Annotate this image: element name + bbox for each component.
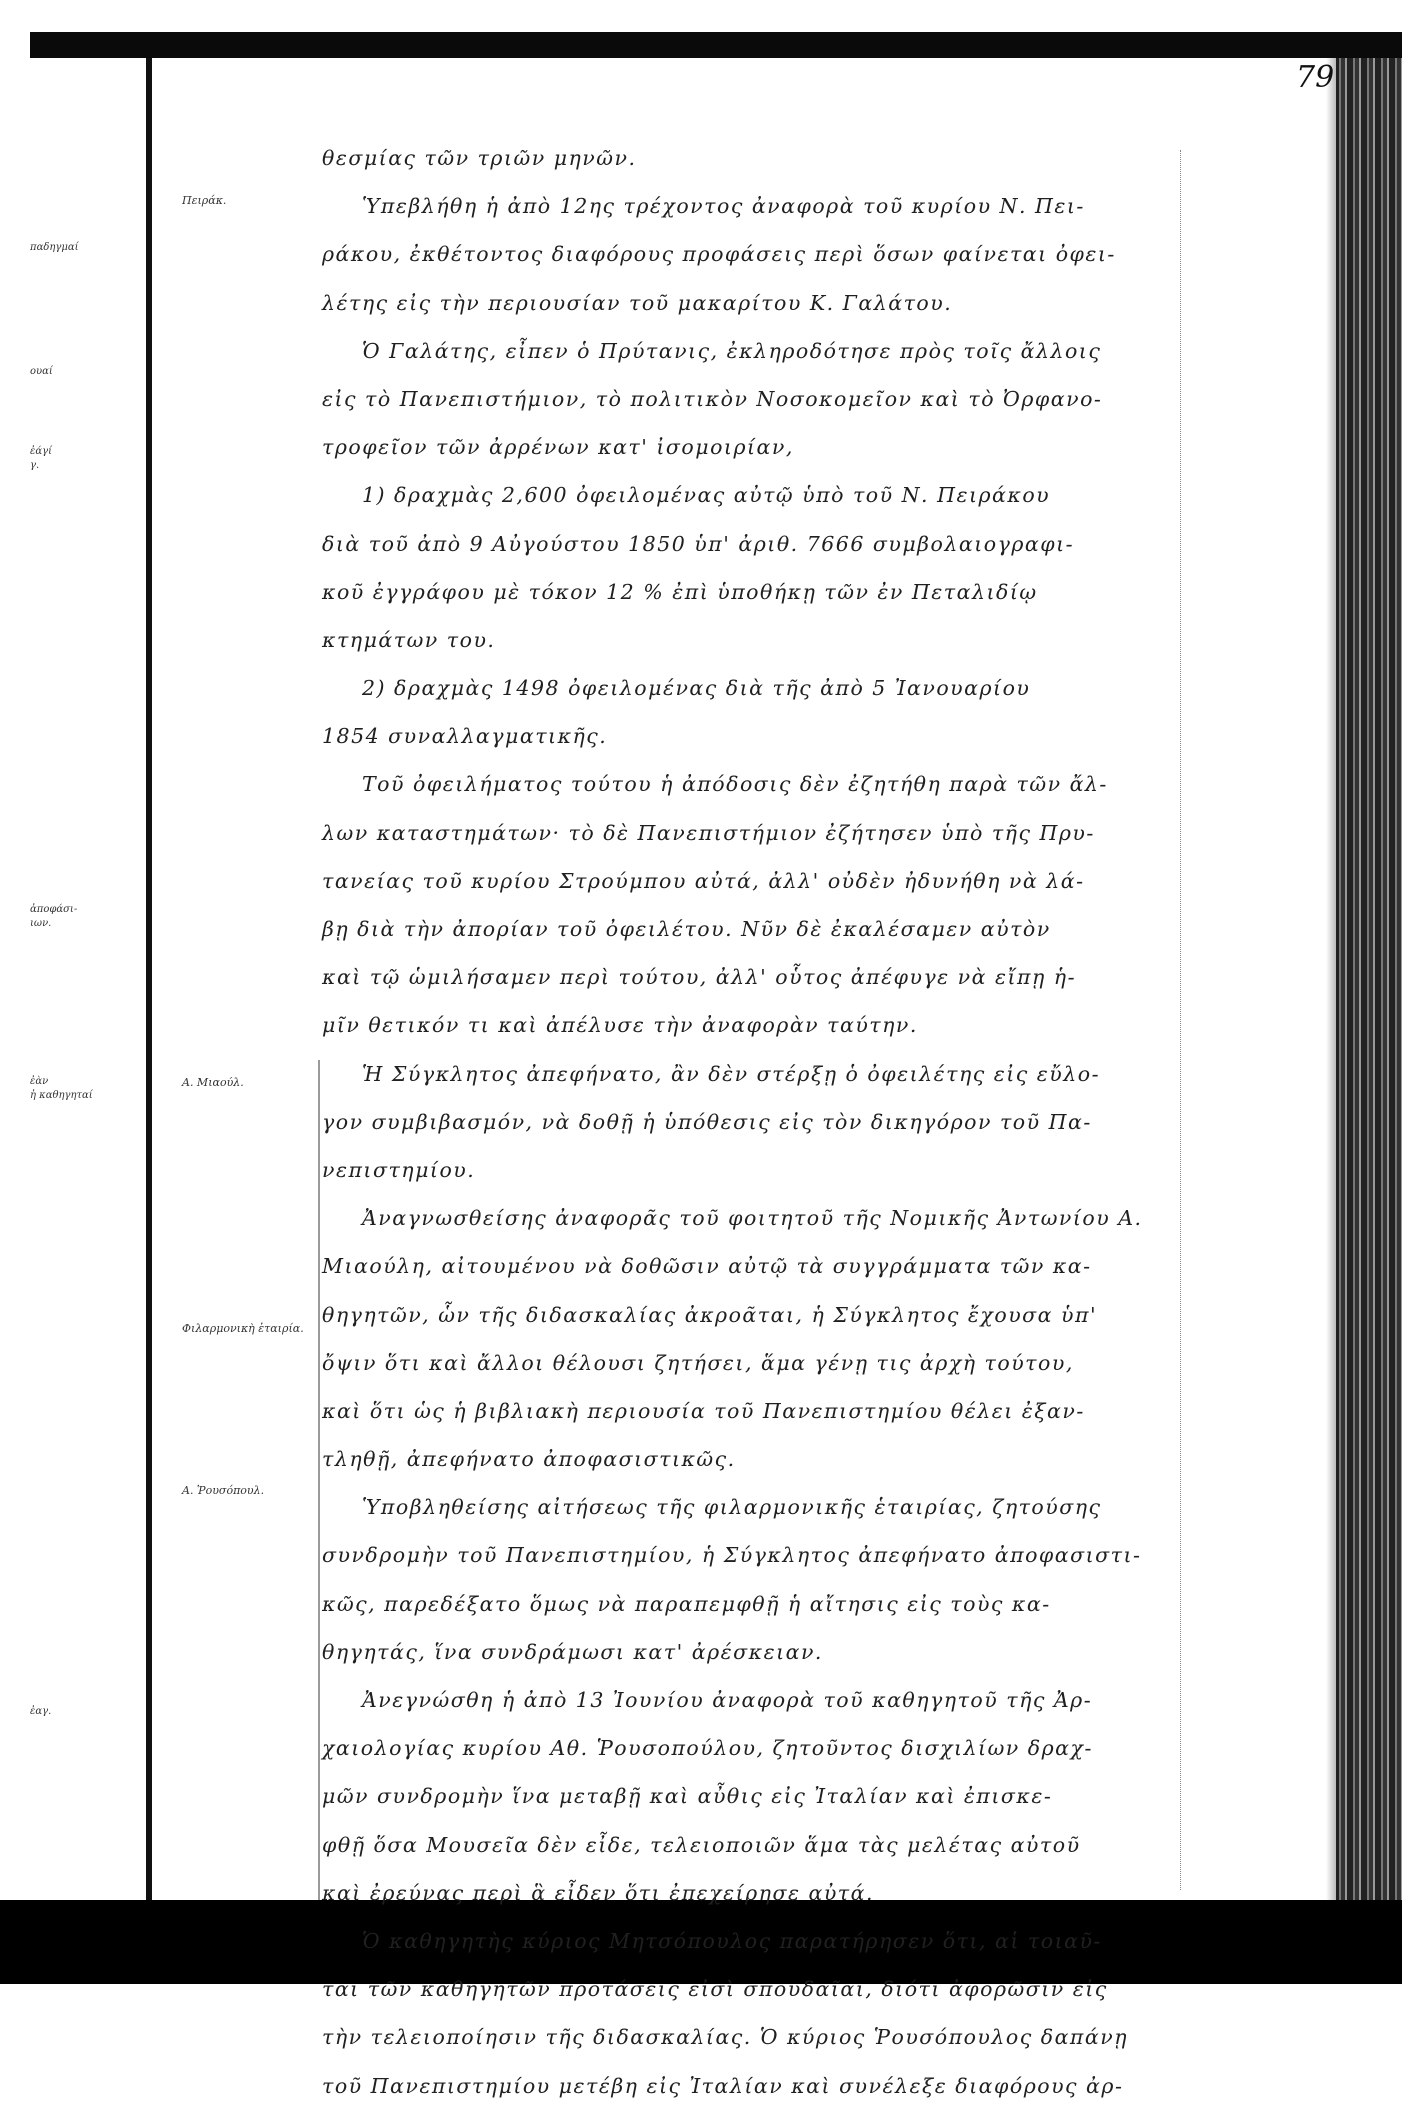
- text-line: ὄψιν ὅτι καὶ ἄλλοι θέλουσι ζητήσει, ἅμα γένῃ τις ἀρχὴ τούτου,: [322, 1350, 1074, 1375]
- text-line: ράκου, ἐκθέτοντος διαφόρους προφάσεις περὶ ὅσων φαίνεται ὀφει-: [322, 242, 1116, 267]
- text-line: κῶς, παρεδέξατο ὅμως νὰ παραπεμφθῇ ἡ αἴτησις εἰς τοὺς κα-: [322, 1591, 1051, 1616]
- text-line: τροφεῖον τῶν ἀρρένων κατ' ἰσομοιρίαν,: [322, 435, 794, 460]
- margin-note-rousopoulos: Α. Ῥουσόπουλ.: [182, 1484, 265, 1497]
- side-note: ἐαγ.: [30, 1706, 52, 1717]
- side-note: ἡ καθηγηταί: [30, 1090, 93, 1101]
- side-note: παδηγμαί: [30, 242, 79, 253]
- side-note: ουαί: [30, 366, 53, 377]
- text-line: νεπιστημίου.: [322, 1157, 476, 1182]
- scan-left-edge: [146, 58, 152, 1900]
- text-line: καὶ ὅτι ὡς ἡ βιβλιακὴ περιουσία τοῦ Πανεπιστημίου θέλει ἐξαν-: [322, 1398, 1085, 1423]
- text-line: θηγητῶν, ὧν τῆς διδασκαλίας ἀκροᾶται, ἡ Σύγκλητος ἔχουσα ὑπ': [322, 1302, 1098, 1327]
- side-note: ἐὰν: [30, 1076, 49, 1087]
- text-line: τὴν τελειοποίησιν τῆς διδασκαλίας. Ὁ κύριος Ῥουσόπουλος δαπάνῃ: [322, 2025, 1128, 2050]
- text-line: διὰ τοῦ ἀπὸ 9 Αὐγούστου 1850 ὑπ' ἀριθ. 7666 συμβολαιογραφι-: [322, 531, 1075, 556]
- side-note: γ.: [30, 460, 40, 471]
- text-line: Ἀνεγνώσθη ἡ ἀπὸ 13 Ἰουνίου ἀναφορὰ τοῦ καθηγητοῦ τῆς Ἀρ-: [362, 1688, 1093, 1712]
- text-line: λων καταστημάτων· τὸ δὲ Πανεπιστήμιον ἐζήτησεν ὑπὸ τῆς Πρυ-: [322, 820, 1095, 845]
- text-line: Ἡ Σύγκλητος ἀπεφήνατο, ἂν δὲν στέρξῃ ὁ ὀφειλέτης εἰς εὔλο-: [362, 1061, 1101, 1086]
- page-number: 79: [1296, 60, 1335, 95]
- scan-binding-edge: [1336, 58, 1402, 1900]
- text-line: κοῦ ἐγγράφου μὲ τόκον 12 % ἐπὶ ὑποθήκῃ τῶν ἐν Πεταλιδίῳ: [322, 579, 1038, 604]
- text-line: λέτης εἰς τὴν περιουσίαν τοῦ μακαρίτου Κ. Γαλάτου.: [322, 290, 953, 315]
- text-line: συνδρομὴν τοῦ Πανεπιστημίου, ἡ Σύγκλητος ἀπεφήνατο ἀποφασιστι-: [322, 1543, 1142, 1568]
- text-line: μῶν συνδρομὴν ἵνα μεταβῇ καὶ αὖθις εἰς Ἰταλίαν καὶ ἐπισκε-: [322, 1784, 1053, 1809]
- manuscript-body: [322, 134, 1182, 2110]
- text-line: Ὑπεβλήθη ἡ ἀπὸ 12ης τρέχοντος ἀναφορὰ τοῦ κυρίου Ν. Πει-: [362, 194, 1085, 219]
- text-line: θεσμίας τῶν τριῶν μηνῶν.: [322, 146, 637, 170]
- text-line: Τοῦ ὀφειλήματος τούτου ἡ ἀπόδοσις δὲν ἐζητήθη παρὰ τῶν ἄλ-: [362, 772, 1108, 797]
- top-margin: [0, 0, 1402, 32]
- text-line: μῖν θετικόν τι καὶ ἀπέλυσε τὴν ἀναφορὰν ταύτην.: [322, 1013, 918, 1038]
- side-note: ιων.: [30, 918, 52, 929]
- text-line: τανείας τοῦ κυρίου Στρούμπου αὐτά, ἀλλ' οὐδὲν ἠδυνήθη νὰ λά-: [322, 868, 1085, 893]
- side-note: ἐάγί: [30, 446, 53, 457]
- text-line: κτημάτων του.: [322, 627, 496, 652]
- margin-note-miaoulis: Α. Μιαούλ.: [182, 1076, 244, 1089]
- text-line: φθῇ ὅσα Μουσεῖα δὲν εἶδε, τελειοποιῶν ἅμα τὰς μελέτας αὐτοῦ: [322, 1832, 1081, 1857]
- margin-note-pirakos: Πειράκ.: [182, 194, 227, 207]
- text-line: θηγητάς, ἵνα συνδράμωσι κατ' ἀρέσκειαν.: [322, 1639, 823, 1664]
- text-line: καὶ ἐρεύνας περὶ ἃ εἶδεν ὅτι ἐπεχείρησε αὐτά.: [322, 1880, 874, 1905]
- text-line: 1) δραχμὰς 2,600 ὀφειλομένας αὐτῷ ὑπὸ τοῦ Ν. Πειράκου: [362, 483, 1051, 508]
- text-line: χαιολογίας κυρίου Αθ. Ῥουσοπούλου, ζητοῦντος δισχιλίων δραχ-: [322, 1736, 1093, 1761]
- text-line: εἰς τὸ Πανεπιστήμιον, τὸ πολιτικὸν Νοσοκομεῖον καὶ τὸ Ὀρφανο-: [322, 386, 1103, 411]
- margin-note-philharmonic: Φιλαρμονικὴ ἑταιρία.: [182, 1322, 304, 1335]
- text-line: τληθῇ, ἀπεφήνατο ἀποφασιστικῶς.: [322, 1447, 736, 1472]
- text-line: καὶ τῷ ὡμιλήσαμεν περὶ τούτου, ἀλλ' οὗτος ἀπέφυγε νὰ εἴπῃ ἡ-: [322, 965, 1077, 990]
- text-line: Ὁ Γαλάτης, εἶπεν ὁ Πρύτανις, ἐκληροδότησε πρὸς τοῖς ἄλλοις: [362, 338, 1102, 363]
- text-line: 2) δραχμὰς 1498 ὀφειλομένας διὰ τῆς ἀπὸ 5 Ἰανουαρίου: [362, 676, 1031, 701]
- text-line: 1854 συναλλαγματικῆς.: [322, 724, 608, 749]
- scan-top-border: [30, 32, 1402, 58]
- text-line: βῃ διὰ τὴν ἀπορίαν τοῦ ὀφειλέτου. Νῦν δὲ ἐκαλέσαμεν αὐτὸν: [322, 917, 1051, 941]
- page-gutter-shadow: [1326, 58, 1336, 1900]
- side-note: ἀποφάσι-: [30, 904, 78, 915]
- text-line: Ὑποβληθείσης αἰτήσεως τῆς φιλαρμονικῆς ἑταιρίας, ζητούσης: [362, 1495, 1102, 1520]
- text-line: Ἀναγνωσθείσης ἀναφορᾶς τοῦ φοιτητοῦ τῆς Νομικῆς Ἀντωνίου Α.: [362, 1206, 1143, 1231]
- text-line: Μιαούλη, αἰτουμένου νὰ δοθῶσιν αὐτῷ τὰ συγγράμματα τῶν κα-: [322, 1254, 1092, 1279]
- left-margin-rule: [318, 1060, 320, 1900]
- text-line: ται τῶν καθηγητῶν προτάσεις εἰσὶ σπουδαῖαι, διότι ἀφορῶσιν εἰς: [322, 1977, 1108, 2002]
- text-line: Ὁ καθηγητὴς κύριος Μητσόπουλος παρατήρησεν ὅτι, αἱ τοιαῦ-: [362, 1928, 1102, 1953]
- text-line: τοῦ Πανεπιστημίου μετέβη εἰς Ἰταλίαν καὶ συνέλεξε διαφόρους ἀρ-: [322, 2073, 1124, 2098]
- text-line: γον συμβιβασμόν, νὰ δοθῇ ἡ ὑπόθεσις εἰς τὸν δικηγόρον τοῦ Πα-: [322, 1109, 1092, 1134]
